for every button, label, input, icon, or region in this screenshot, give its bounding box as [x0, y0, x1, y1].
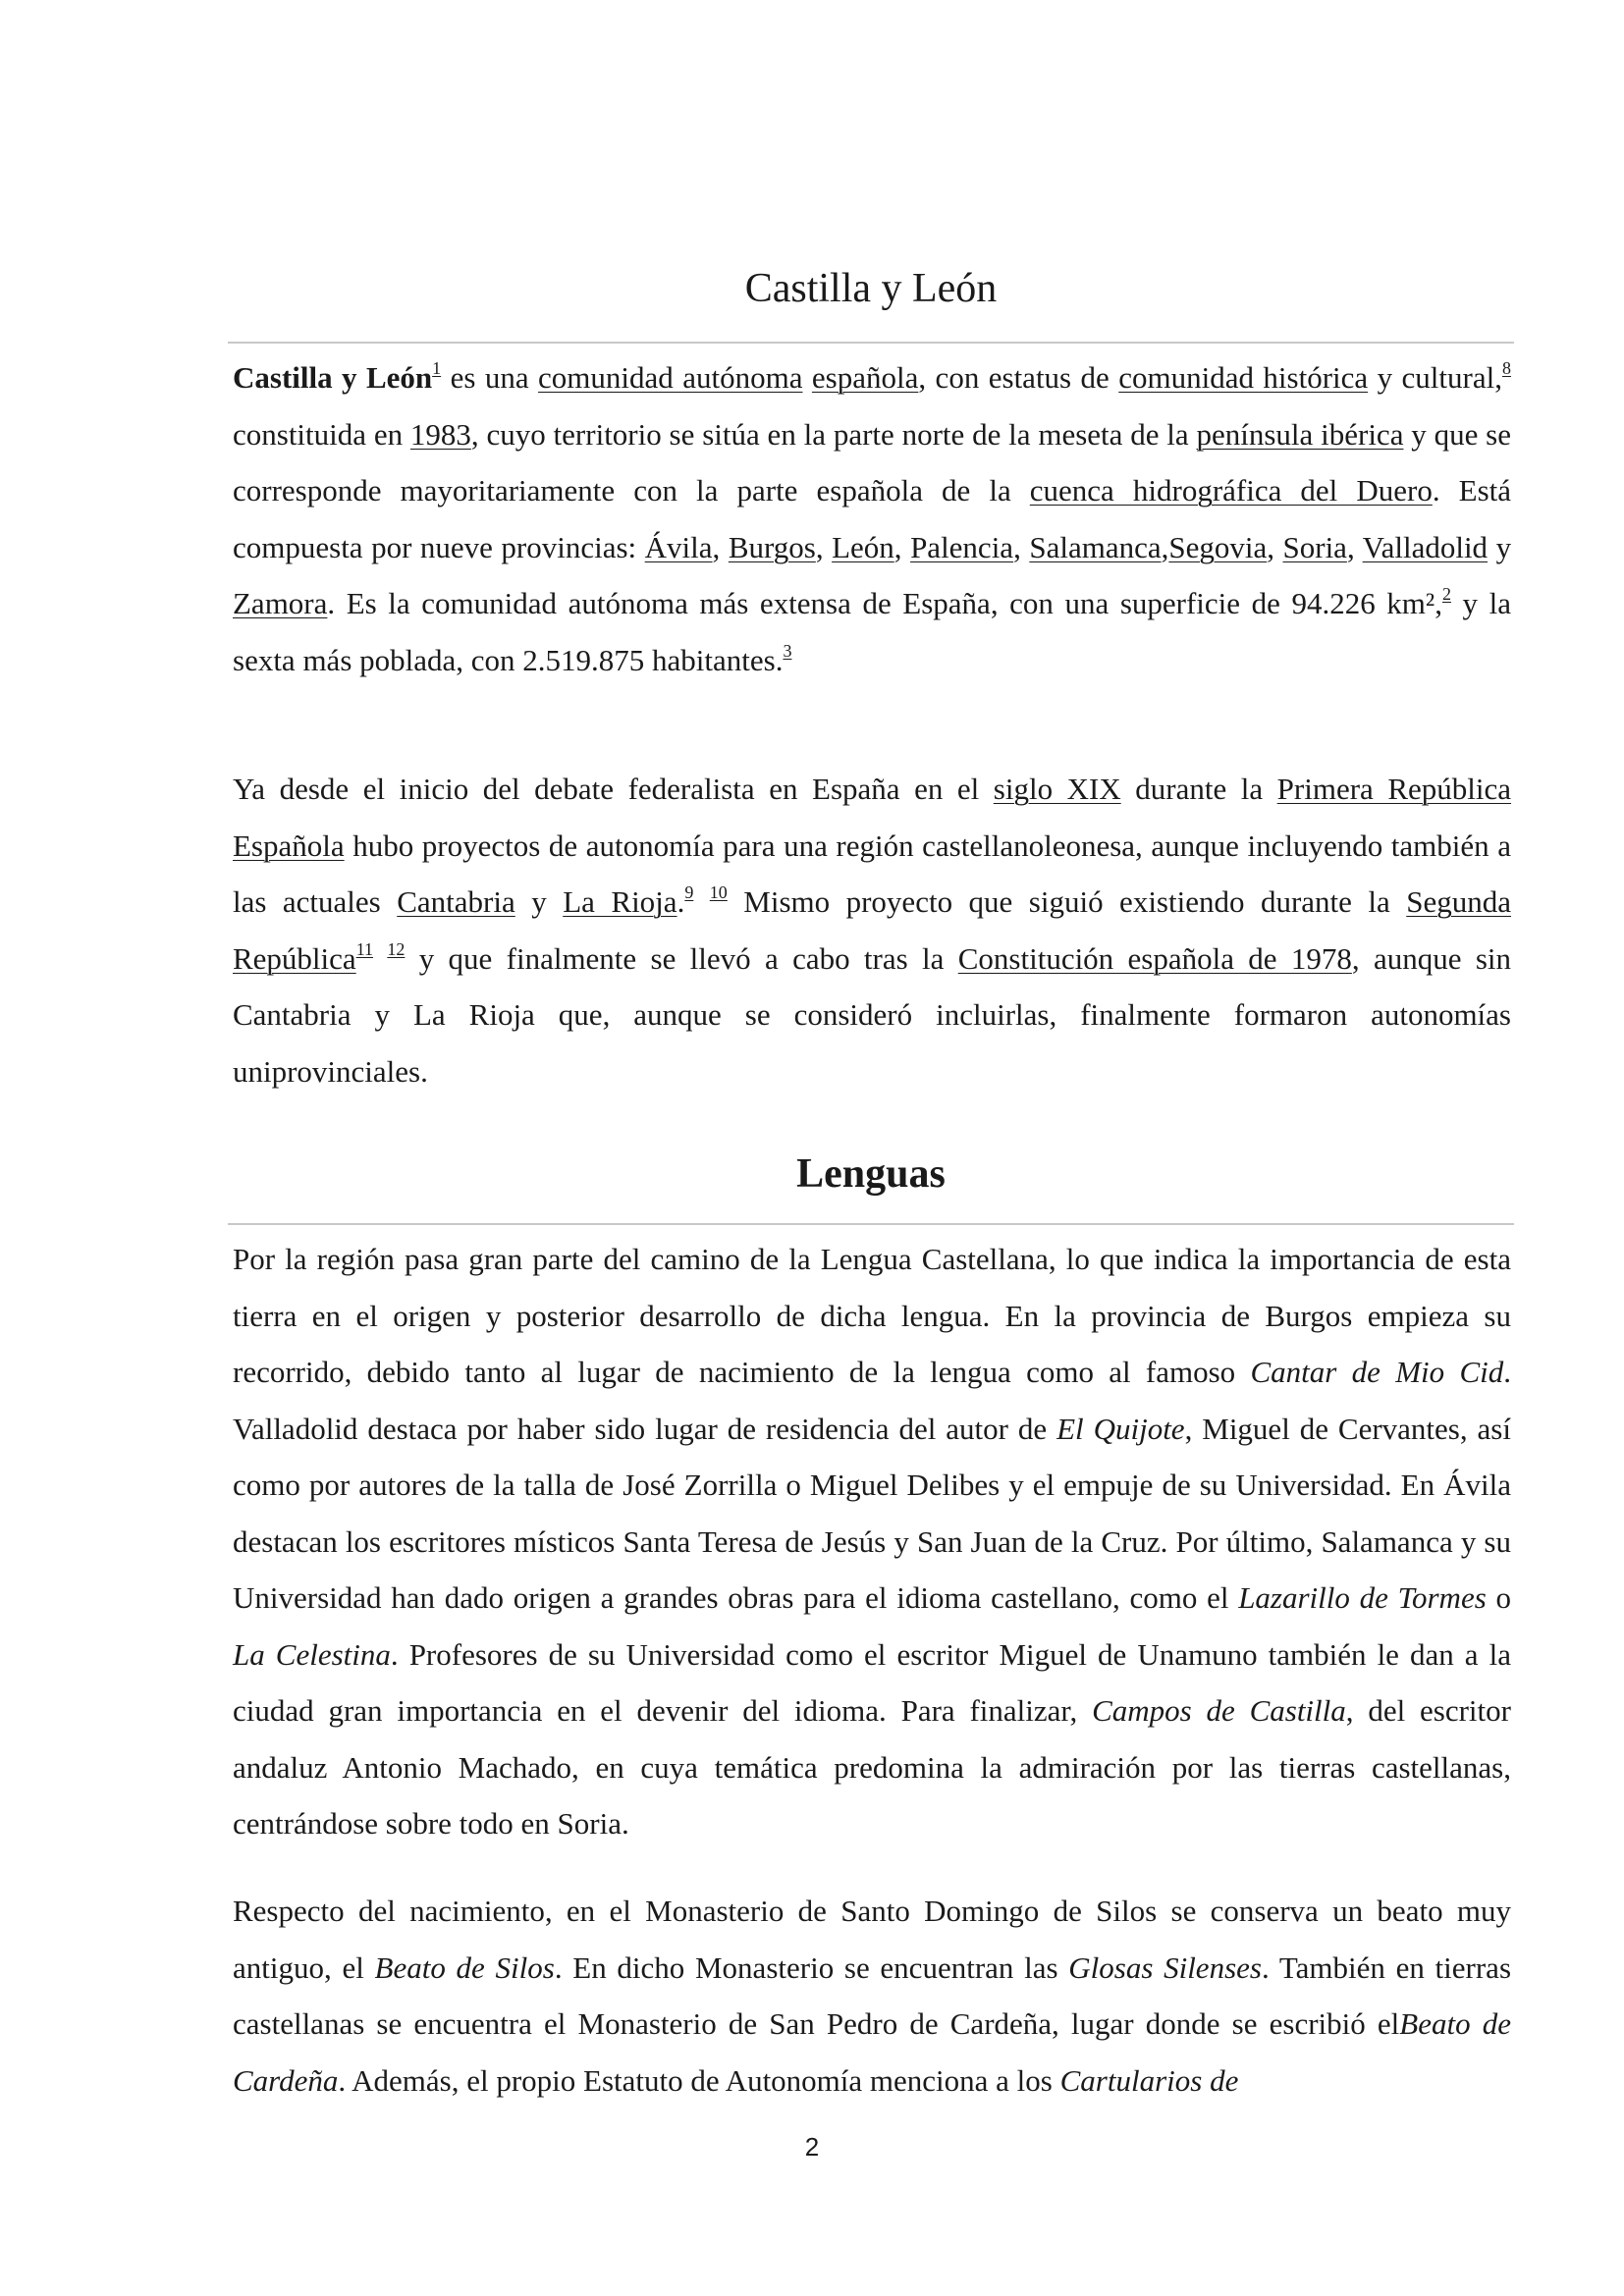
history-paragraph: Ya desde el inicio del debate federalista en España en el siglo XIX durante la Primera República Española hubo proyectos de autonomía para una región castellanoleonesa, aunque incluyendo también a las actuales Cantabria y La Rioja.$^9$ $^{10}$ Mismo proyecto que siguió existiendo durante la Segunda República$^{11}$ $^{12}$ y que finalmente se llevó a cabo tras la Constitución española de 1978, aunque sin Cantabria y La Rioja que, aunque se consideró incluirlas, finalmente formaron autonomías uniprovinciales.	[233, 772, 1512, 1089]
title-glosas-silenses: Glosas Silenses	[1068, 1949, 1262, 1985]
title-cantar-de-mio-cid: Cantar de Mio Cid	[1250, 1355, 1504, 1389]
section-heading-lenguas: Lenguas	[796, 1151, 946, 1197]
link-peninsula-iberica[interactable]: península ibérica	[1196, 416, 1404, 452]
title-cartularios: Cartularios de	[1059, 2062, 1239, 2098]
title-beato-de-cardena: Beato de Cardeña	[233, 2006, 1511, 2098]
link-constitucion-1978[interactable]: Constitución española de 1978	[957, 940, 1352, 976]
link-salamanca[interactable]: Salamanca	[1029, 529, 1162, 564]
link-cantabria[interactable]: Cantabria	[397, 884, 515, 919]
link-espanola[interactable]: española	[811, 360, 919, 395]
link-segovia[interactable]: Segovia	[1168, 529, 1268, 564]
link-1983[interactable]: 1983	[409, 416, 471, 452]
footnote-ref[interactable]: 1	[432, 358, 442, 378]
footnote-ref[interactable]: 12	[387, 938, 406, 959]
link-primera-republica[interactable]: Primera República Española	[233, 772, 1512, 863]
page-number: 2	[804, 2132, 820, 2162]
title-lazarillo: Lazarillo de Tormes	[1238, 1580, 1487, 1615]
link-avila[interactable]: Ávila	[644, 529, 713, 564]
footnote-ref[interactable]: 3	[783, 640, 792, 661]
link-valladolid[interactable]: Valladolid	[1362, 529, 1489, 564]
link-leon[interactable]: León	[832, 529, 894, 564]
title-el-quijote: El Quijote	[1056, 1411, 1185, 1446]
section-divider	[228, 1223, 1514, 1225]
link-soria[interactable]: Soria	[1282, 529, 1347, 564]
link-zamora[interactable]: Zamora	[233, 586, 328, 620]
link-comunidad-historica[interactable]: comunidad histórica	[1118, 360, 1369, 395]
languages-paragraph: Por la región pasa gran parte del camino de la Lengua Castellana, lo que indica la importancia de esta tierra en el origen y posterior desarrollo de dicha lengua. En la provincia de Burgos empieza su recorrido, debido tanto al lugar de nacimiento de la lengua como al famoso Cantar de Mio Cid. Valladolid destaca por haber sido lugar de residencia del autor de El Quijote, Miguel de Cervantes, así como por autores de la talla de José Zorrilla o Miguel Delibes y el empuje de su Universidad. En Ávila destacan los escritores místicos Santa Teresa de Jesús y San Juan de la Cruz. Por último, Salamanca y su Universidad han dado origen a grandes obras para el idioma castellano, como el Lazarillo de Tormes o La Celestina. Profesores de su Universidad como el escritor Miguel de Unamuno también le dan a la ciudad gran importancia en el devenir del idioma. Para finalizar, Campos de Castilla, del escritor andaluz Antonio Machado, en cuya temática predomina la admiración por las tierras castellanas, centrándose sobre todo en Soria.	[233, 1242, 1512, 1841]
title-la-celestina: La Celestina	[233, 1636, 391, 1672]
footnote-ref[interactable]: 10	[709, 882, 728, 902]
title-divider	[228, 342, 1514, 344]
link-burgos[interactable]: Burgos	[728, 529, 816, 564]
footnote-ref[interactable]: 2	[1441, 584, 1451, 604]
footnote-ref[interactable]: 9	[684, 882, 694, 902]
intro-paragraph: Castilla y León$^1$ es una comunidad autónoma española, con estatus de comunidad histórica y cultural,$^8$ constituida en 1983, cuyo territorio se sitúa en la parte norte de la meseta de la península ibérica y que se corresponde mayoritariamente con la parte española de la cuenca hidrográfica del Duero. Está compuesta por nueve provincias: Ávila, Burgos, León, Palencia, Salamanca,Segovia, Soria, Valladolid y Zamora. Es la comunidad autónoma más extensa de España, con una superficie de 94.226 km²,$^2$ y la sexta más poblada, con 2.519.875 habitantes.$^3$	[233, 358, 1512, 677]
title-beato-de-silos: Beato de Silos	[374, 1949, 555, 1985]
footnote-ref[interactable]: 8	[1501, 358, 1511, 378]
link-cuenca-duero[interactable]: cuenca hidrográfica del Duero	[1029, 473, 1433, 507]
title-campos-de-castilla: Campos de Castilla	[1092, 1693, 1346, 1728]
article-subject: Castilla y León	[233, 360, 433, 395]
footnote-ref[interactable]: 11	[355, 938, 374, 959]
link-palencia[interactable]: Palencia	[910, 529, 1014, 564]
link-comunidad-autonoma[interactable]: comunidad autónoma	[538, 360, 803, 395]
link-siglo-xix[interactable]: siglo XIX	[993, 772, 1121, 806]
link-la-rioja[interactable]: La Rioja	[563, 884, 677, 919]
origins-paragraph: Respecto del nacimiento, en el Monasterio de Santo Domingo de Silos se conserva un beato muy antiguo, el Beato de Silos. En dicho Monasterio se encuentran las Glosas Silenses. También en tierras castellanas se encuentra el Monasterio de San Pedro de Cardeña, lugar donde se escribió elBeato de Cardeña. Además, el propio Estatuto de Autonomía menciona a los Cartularios de	[233, 1894, 1512, 2098]
page-title: Castilla y León	[744, 266, 998, 311]
link-segunda-republica[interactable]: Segunda República	[233, 884, 1512, 976]
